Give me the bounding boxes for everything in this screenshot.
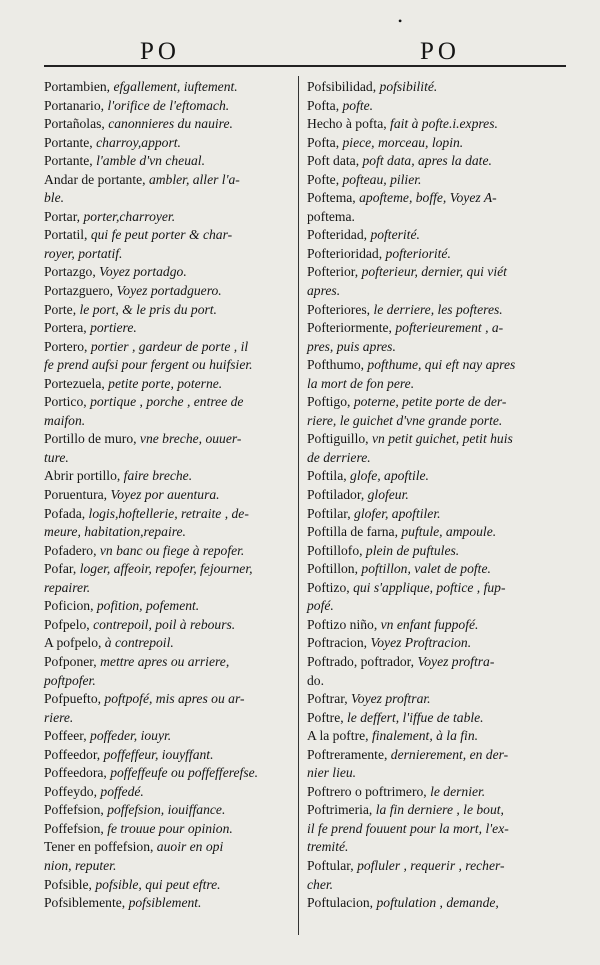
entry-headword: Poftular, xyxy=(307,857,358,873)
running-head-left: PO xyxy=(140,38,180,65)
entry-headword: Poft data, xyxy=(307,153,363,169)
dictionary-entry-line xyxy=(44,171,294,190)
entry-definition: poffeffeur, iouyffant. xyxy=(103,746,214,762)
entry-headword: Poffefsion, xyxy=(44,802,108,818)
entry-headword: Poftracion, xyxy=(307,635,371,651)
entry-definition: pofterité. xyxy=(370,227,420,243)
dictionary-entry-line xyxy=(307,560,562,579)
entry-definition: pofteriorité. xyxy=(385,245,451,261)
entry-headword: A pofpelo, xyxy=(44,635,105,651)
entry-definition: riere. xyxy=(44,709,74,725)
dictionary-entry-line xyxy=(307,709,562,728)
dictionary-entry-line xyxy=(307,653,562,672)
dictionary-entry-line xyxy=(44,709,294,728)
entry-definition: Voyez proftrar. xyxy=(351,691,431,707)
entry-headword: Pofsibilidad, xyxy=(307,79,380,94)
entry-headword: Abrir portillo, xyxy=(44,468,124,484)
dictionary-entry-line xyxy=(307,319,562,338)
entry-headword: Portero, xyxy=(44,338,91,354)
entry-definition: pofthume, qui eft nay apres xyxy=(367,357,516,373)
dictionary-entry-line xyxy=(307,672,562,691)
dictionary-entry-line xyxy=(44,393,294,412)
dictionary-entry-line xyxy=(44,319,294,338)
entry-definition: poftulation , demande, xyxy=(376,895,499,911)
entry-definition: fe prend aufsi pour fergent ou huifsier. xyxy=(44,357,253,373)
entry-headword: Poftreramente, xyxy=(307,746,391,762)
dictionary-entry-line xyxy=(44,560,294,579)
entry-definition: de derriere. xyxy=(307,449,371,465)
entry-definition: il fe prend fouuent pour la mort, l'ex- xyxy=(307,820,509,836)
entry-headword: Poftre, xyxy=(307,709,348,725)
entry-headword: Pofterior, xyxy=(307,264,362,280)
entry-headword: Pofsible, xyxy=(44,876,96,892)
entry-definition: puftule, ampoule. xyxy=(401,524,497,540)
entry-definition: vn banc ou fiege à repofer. xyxy=(99,542,245,558)
entry-definition: pofterieur, dernier, qui viét xyxy=(361,264,507,280)
entry-definition: Voyez portadgo. xyxy=(99,264,187,280)
dictionary-entry-line xyxy=(44,115,294,134)
entry-definition: loger, affeoir, repofer, fejourner, xyxy=(79,561,253,577)
entry-definition: le deffert, l'iffue de table. xyxy=(347,709,484,725)
entry-headword: Porte, xyxy=(44,301,80,317)
entry-definition: pofteau, pilier. xyxy=(342,171,422,187)
entry-definition: portiere. xyxy=(90,320,137,336)
entry-definition: vne breche, ouuer- xyxy=(139,431,242,447)
entry-definition: poffeffeufe ou poffefferefse. xyxy=(110,765,259,781)
dictionary-entry-line xyxy=(307,857,562,876)
entry-headword: Portante, xyxy=(44,134,97,150)
entry-definition: glofeur. xyxy=(367,487,409,503)
entry-headword: Poftizo, xyxy=(307,579,354,595)
dictionary-entry-line xyxy=(44,653,294,672)
entry-definition: finalement, à la fin. xyxy=(371,728,479,744)
entry-headword: Poftulacion, xyxy=(307,895,377,911)
dictionary-entry-line xyxy=(307,616,562,635)
entry-headword: Poffeedor, xyxy=(44,746,104,762)
dictionary-entry-line xyxy=(307,876,562,895)
entry-headword: Poftrero o poftrimero, xyxy=(307,783,431,799)
entry-definition: poftpofé, mis apres ou ar- xyxy=(104,691,245,707)
dictionary-entry-line xyxy=(307,134,562,153)
entry-headword: Pofpuefto, xyxy=(44,691,105,707)
entry-headword: Pofteriormente, xyxy=(307,320,396,336)
dictionary-entry-line xyxy=(307,393,562,412)
entry-headword: do. xyxy=(307,672,324,688)
dictionary-entry-line xyxy=(307,746,562,765)
dictionary-entry-line xyxy=(44,412,294,431)
entry-headword: Andar de portante, xyxy=(44,171,149,187)
entry-headword: Portañolas, xyxy=(44,116,109,132)
entry-definition: logis,hoftellerie, retraite , de- xyxy=(88,505,249,521)
entry-definition: pofsibilité. xyxy=(379,79,438,94)
dictionary-entry-line xyxy=(307,78,562,97)
entry-headword: poftema. xyxy=(307,208,355,224)
entry-headword: Pofteriores, xyxy=(307,301,374,317)
dictionary-entry-line xyxy=(44,838,294,857)
entry-definition: apofteme, boffe, Voyez A- xyxy=(359,190,497,206)
dictionary-entry-line xyxy=(307,301,562,320)
dictionary-entry-line xyxy=(307,375,562,394)
dictionary-entry-line xyxy=(44,857,294,876)
entry-definition: apres. xyxy=(307,283,341,299)
dictionary-entry-line xyxy=(307,634,562,653)
entry-headword: Portatil, xyxy=(44,227,91,243)
entry-definition: dernierement, en der- xyxy=(390,746,509,762)
dictionary-entry-line xyxy=(307,449,562,468)
entry-definition: pofsible, qui peut eftre. xyxy=(95,876,221,892)
entry-headword: Portanario, xyxy=(44,97,108,113)
entry-definition: l'amble d'vn cheual. xyxy=(96,153,205,169)
printer-mark: • xyxy=(398,14,403,28)
dictionary-entry-line xyxy=(307,226,562,245)
dictionary-entry-line xyxy=(44,820,294,839)
entry-headword: Poftilador, xyxy=(307,487,368,503)
entry-headword: Portar, xyxy=(44,208,84,224)
entry-definition: ture. xyxy=(44,449,69,465)
entry-headword: Poffeer, xyxy=(44,728,91,744)
dictionary-entry-line xyxy=(44,486,294,505)
entry-definition: faire breche. xyxy=(123,468,193,484)
entry-definition: fait à pofte.i.expres. xyxy=(390,116,498,132)
dictionary-entry-line xyxy=(44,208,294,227)
dictionary-entry-line xyxy=(307,523,562,542)
dictionary-entry-line xyxy=(307,97,562,116)
entry-headword: Tener en poffefsion, xyxy=(44,839,157,855)
entry-headword: Poffefsion, xyxy=(44,820,108,836)
dictionary-entry-line xyxy=(307,579,562,598)
dictionary-entry-line xyxy=(307,152,562,171)
entry-definition: la fin derniere , le bout, xyxy=(375,802,504,818)
entry-definition: le derriere, les pofteres. xyxy=(373,301,503,317)
dictionary-entry-line xyxy=(44,505,294,524)
entry-headword: Portico, xyxy=(44,394,91,410)
entry-headword: Poruentura, xyxy=(44,487,111,503)
entry-headword: Poftillon, xyxy=(307,561,362,577)
dictionary-entry-line xyxy=(44,134,294,153)
entry-definition: pres, puis apres. xyxy=(307,338,396,354)
entry-definition: vn enfant fuppofé. xyxy=(380,616,479,632)
entry-definition: qui fe peut porter & char- xyxy=(90,227,233,243)
entry-definition: pofluler , requerir , recher- xyxy=(357,857,505,873)
entry-definition: poft data, apres la date. xyxy=(362,153,492,169)
dictionary-entry-line xyxy=(307,894,562,913)
entry-headword: Poftizo niño, xyxy=(307,616,381,632)
entry-definition: poffeder, iouyr. xyxy=(90,728,172,744)
dictionary-entry-line xyxy=(44,338,294,357)
dictionary-entry-line xyxy=(44,189,294,208)
entry-headword: Poftillofo, xyxy=(307,542,366,558)
dictionary-entry-line xyxy=(44,152,294,171)
right-column xyxy=(307,78,562,913)
dictionary-entry-line xyxy=(307,820,562,839)
entry-headword: Portazguero, xyxy=(44,283,117,299)
entry-definition: Voyez proftra- xyxy=(417,653,495,669)
entry-definition: ble. xyxy=(44,190,65,206)
entry-definition: glofer, apoftiler. xyxy=(354,505,441,521)
entry-headword: Poftrado, poftrador, xyxy=(307,653,418,669)
dictionary-entry-line xyxy=(44,801,294,820)
dictionary-entry-line xyxy=(44,245,294,264)
entry-headword: Poftila, xyxy=(307,468,351,484)
entry-definition: piece, morceau, lopin. xyxy=(342,134,464,150)
dictionary-entry-line xyxy=(44,783,294,802)
dictionary-entry-line xyxy=(307,764,562,783)
entry-headword: A la poftre, xyxy=(307,728,372,744)
entry-definition: le port, & le pris du port. xyxy=(79,301,217,317)
dictionary-entry-line xyxy=(307,467,562,486)
page-header xyxy=(0,0,600,70)
entry-definition: poffefsion, iouiffance. xyxy=(107,802,226,818)
entry-definition: pofterieurement , a- xyxy=(395,320,504,336)
entry-definition: Voyez portadguero. xyxy=(116,283,222,299)
dictionary-entry-line xyxy=(44,542,294,561)
dictionary-entry-line xyxy=(307,801,562,820)
entry-headword: Pofte, xyxy=(307,171,343,187)
entry-definition: plein de puftules. xyxy=(365,542,460,558)
entry-definition: contrepoil, poil à rebours. xyxy=(93,616,236,632)
dictionary-entry-line xyxy=(307,486,562,505)
entry-definition: glofe, apoftile. xyxy=(350,468,429,484)
entry-definition: cher. xyxy=(307,876,334,892)
dictionary-entry-line xyxy=(307,783,562,802)
entry-headword: Portante, xyxy=(44,153,97,169)
dictionary-entry-line xyxy=(44,449,294,468)
entry-headword: Pofterioridad, xyxy=(307,245,386,261)
dictionary-entry-line xyxy=(44,616,294,635)
entry-definition: auoir en opi xyxy=(156,839,224,855)
dictionary-entry-line xyxy=(44,746,294,765)
entry-definition: canonnieres du nauire. xyxy=(108,116,233,132)
dictionary-entry-line xyxy=(307,597,562,616)
entry-headword: Pofadero, xyxy=(44,542,100,558)
dictionary-entry-line xyxy=(307,356,562,375)
entry-definition: efgallement, iuftement. xyxy=(113,79,238,94)
dictionary-entry-line xyxy=(307,115,562,134)
entry-definition: vn petit guichet, petit huis xyxy=(371,431,513,447)
entry-definition: porter,charroyer. xyxy=(83,208,176,224)
entry-definition: meure, habitation,repaire. xyxy=(44,524,186,540)
entry-headword: Pofta, xyxy=(307,134,343,150)
entry-headword: Portera, xyxy=(44,320,91,336)
dictionary-entry-line xyxy=(44,876,294,895)
dictionary-entry-line xyxy=(307,412,562,431)
entry-headword: Poftrar, xyxy=(307,691,352,707)
entry-definition: poffedé. xyxy=(100,783,144,799)
entry-definition: nier lieu. xyxy=(307,765,357,781)
entry-definition: nion, reputer. xyxy=(44,857,117,873)
dictionary-entry-line xyxy=(44,727,294,746)
dictionary-entry-line xyxy=(44,263,294,282)
entry-definition: mettre apres ou arriere, xyxy=(100,653,230,669)
dictionary-entry-line xyxy=(307,189,562,208)
header-rule xyxy=(44,65,566,67)
entry-definition: Voyez por auentura. xyxy=(110,487,220,503)
dictionary-entry-line xyxy=(44,467,294,486)
dictionary-entry-line xyxy=(44,226,294,245)
entry-headword: Poftrimeria, xyxy=(307,802,376,818)
dictionary-entry-line xyxy=(44,894,294,913)
entry-definition: maifon. xyxy=(44,412,86,428)
dictionary-entry-line xyxy=(307,171,562,190)
entry-definition: poftillon, valet de pofte. xyxy=(361,561,491,577)
entry-headword: Pofponer, xyxy=(44,653,101,669)
dictionary-entry-line xyxy=(307,838,562,857)
entry-definition: petite porte, poterne. xyxy=(108,375,223,391)
entry-definition: la mort de fon pere. xyxy=(307,375,415,391)
entry-headword: Poftiguillo, xyxy=(307,431,372,447)
dictionary-entry-line xyxy=(307,542,562,561)
entry-definition: portique , porche , entree de xyxy=(90,394,244,410)
entry-definition: charroy,apport. xyxy=(96,134,181,150)
dictionary-entry-line xyxy=(307,505,562,524)
entry-headword: Portambien, xyxy=(44,79,114,94)
dictionary-entry-line xyxy=(44,764,294,783)
dictionary-entry-line xyxy=(44,356,294,375)
entry-headword: Poftilar, xyxy=(307,505,355,521)
entry-definition: pofition, pofement. xyxy=(96,598,200,614)
entry-definition: le dernier. xyxy=(430,783,486,799)
entry-headword: Pofada, xyxy=(44,505,89,521)
entry-definition: royer, portatif. xyxy=(44,245,123,261)
entry-definition: pofte. xyxy=(342,97,374,113)
entry-definition: Voyez Proftracion. xyxy=(370,635,472,651)
entry-headword: Pofteridad, xyxy=(307,227,371,243)
dictionary-entry-line xyxy=(44,579,294,598)
entry-headword: Portillo de muro, xyxy=(44,431,140,447)
entry-headword: Poftema, xyxy=(307,190,360,206)
dictionary-entry-line xyxy=(307,690,562,709)
entry-definition: poterne, petite porte de der- xyxy=(353,394,507,410)
dictionary-entry-line xyxy=(44,690,294,709)
dictionary-entry-line xyxy=(44,430,294,449)
dictionary-entry-line xyxy=(307,338,562,357)
dictionary-entry-line xyxy=(307,282,562,301)
entry-headword: Portazgo, xyxy=(44,264,100,280)
entry-headword: Pofta, xyxy=(307,97,343,113)
entry-headword: Pofpelo, xyxy=(44,616,94,632)
dictionary-entry-line xyxy=(44,672,294,691)
dictionary-entry-line xyxy=(44,301,294,320)
running-head-right: PO xyxy=(420,38,460,65)
entry-headword: Poffeedora, xyxy=(44,765,111,781)
dictionary-entry-line xyxy=(44,375,294,394)
entry-definition: pofé. xyxy=(307,598,334,614)
entry-headword: Hecho à pofta, xyxy=(307,116,391,132)
dictionary-entry-line xyxy=(307,263,562,282)
entry-definition: repairer. xyxy=(44,579,91,595)
entry-definition: pofsiblement. xyxy=(128,895,202,911)
dictionary-entry-line xyxy=(44,97,294,116)
entry-definition: à contrepoil. xyxy=(104,635,174,651)
entry-definition: poftpofer. xyxy=(44,672,96,688)
entry-definition: qui s'applique, poftice , fup- xyxy=(353,579,506,595)
entry-headword: Poftilla de farna, xyxy=(307,524,402,540)
entry-definition: tremité. xyxy=(307,839,349,855)
dictionary-entry-line xyxy=(44,597,294,616)
dictionary-entry-line xyxy=(44,523,294,542)
entry-definition: riere, le guichet d'vne grande porte. xyxy=(307,412,503,428)
column-divider xyxy=(298,76,299,935)
entry-definition: l'orifice de l'eftomach. xyxy=(107,97,230,113)
left-column xyxy=(44,78,294,913)
dictionary-entry-line xyxy=(44,634,294,653)
dictionary-entry-line xyxy=(44,282,294,301)
dictionary-entry-line xyxy=(307,727,562,746)
entry-headword: Poftigo, xyxy=(307,394,354,410)
entry-definition: ambler, aller l'a- xyxy=(148,171,240,187)
entry-definition: portier , gardeur de porte , il xyxy=(90,338,249,354)
dictionary-entry-line xyxy=(44,78,294,97)
entry-definition: fe trouue pour opinion. xyxy=(107,820,233,836)
dictionary-entry-line xyxy=(307,208,562,227)
entry-headword: Pofsiblemente, xyxy=(44,895,129,911)
entry-headword: Pofthumo, xyxy=(307,357,368,373)
entry-headword: Pofar, xyxy=(44,561,80,577)
entry-headword: Poficion, xyxy=(44,598,97,614)
entry-headword: Portezuela, xyxy=(44,375,109,391)
dictionary-entry-line xyxy=(307,245,562,264)
entry-headword: Poffeydo, xyxy=(44,783,101,799)
dictionary-entry-line xyxy=(307,430,562,449)
